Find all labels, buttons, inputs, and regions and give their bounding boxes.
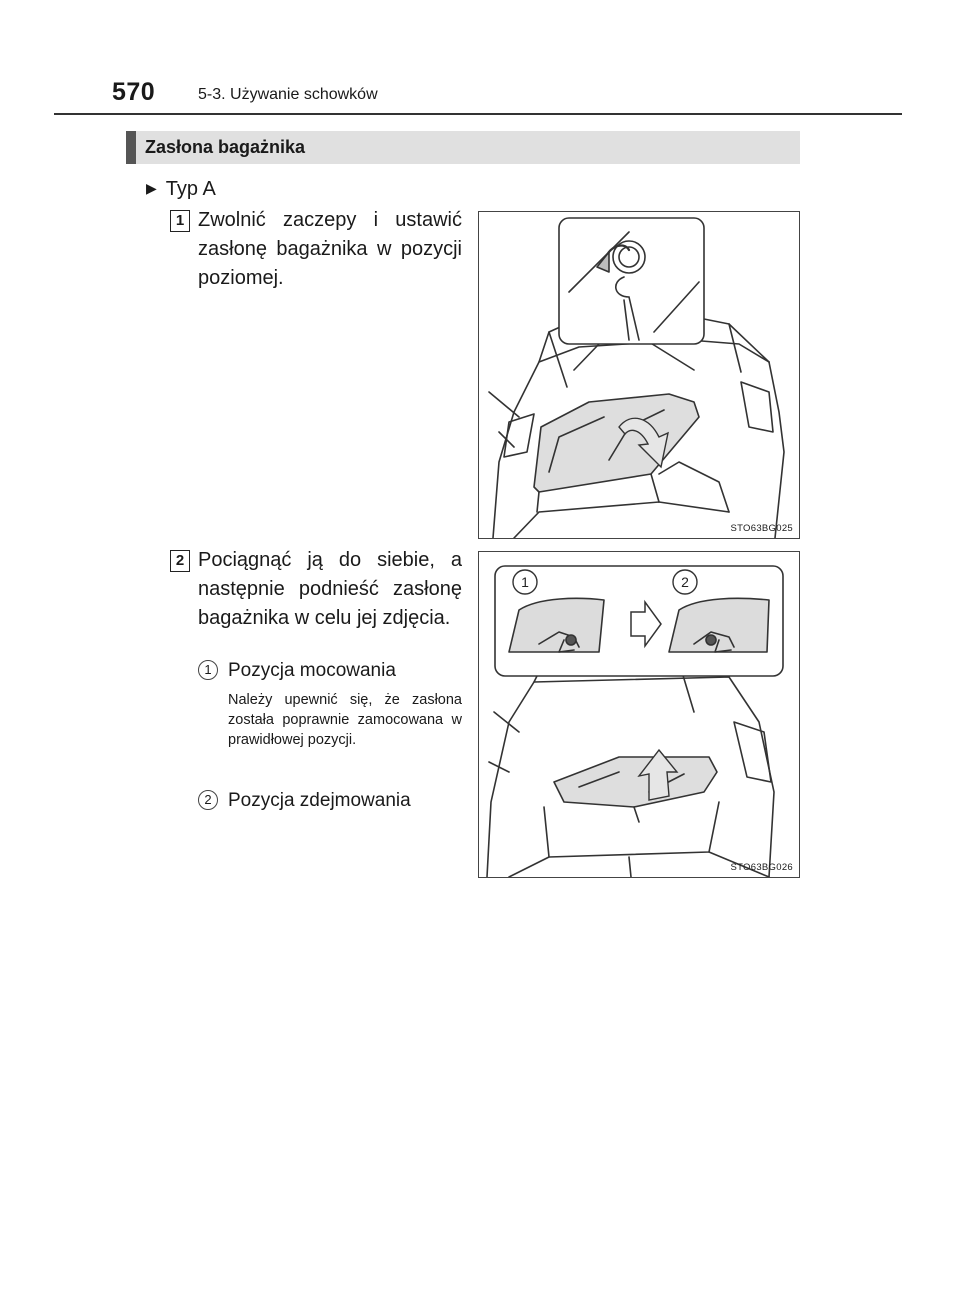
step-number-1: 1 — [170, 210, 190, 232]
triangle-bullet-icon: ▶ — [146, 180, 157, 196]
item-1-note: Należy upewnić się, że zasłona została poprawnie zamocowana w prawidłowej pozycji. — [228, 692, 462, 748]
chapter-title: 5-3. Używanie schowków — [198, 86, 378, 103]
header-divider — [54, 113, 902, 115]
step-1-text: Zwolnić zaczepy i ustawić zasłonę bagażnika w pozycji poziomej. — [198, 209, 462, 289]
item-2-label: Pozycja zdejmowania — [228, 790, 411, 811]
section-title: Zasłona bagażnika — [145, 137, 306, 157]
figure-1-code: STO63BG025 — [730, 523, 793, 534]
section-heading — [126, 131, 800, 164]
figure-marker-1: 1 — [521, 574, 529, 590]
circled-marker-2: 2 — [198, 790, 218, 810]
trunk-cover-removal-illustration — [479, 552, 799, 877]
page-number: 570 — [112, 78, 156, 106]
type-label-row — [146, 178, 216, 201]
figure-trunk-cover-release — [478, 211, 800, 539]
step-number-2: 2 — [170, 550, 190, 572]
item-1-label: Pozycja mocowania — [228, 660, 396, 681]
figure-marker-2: 2 — [681, 574, 689, 590]
step-2-text: Pociągnąć ją do siebie, a następnie podnieść zasłonę bagażnika w celu jej zdjęcia. — [198, 549, 462, 629]
item-remove-position — [198, 790, 411, 812]
trunk-cover-release-illustration — [479, 212, 799, 538]
figure-trunk-cover-removal — [478, 551, 800, 878]
circled-marker-1: 1 — [198, 660, 218, 680]
type-label: Typ A — [165, 178, 216, 200]
figure-2-code: STO63BG026 — [730, 862, 793, 873]
item-mount-position — [198, 660, 396, 682]
